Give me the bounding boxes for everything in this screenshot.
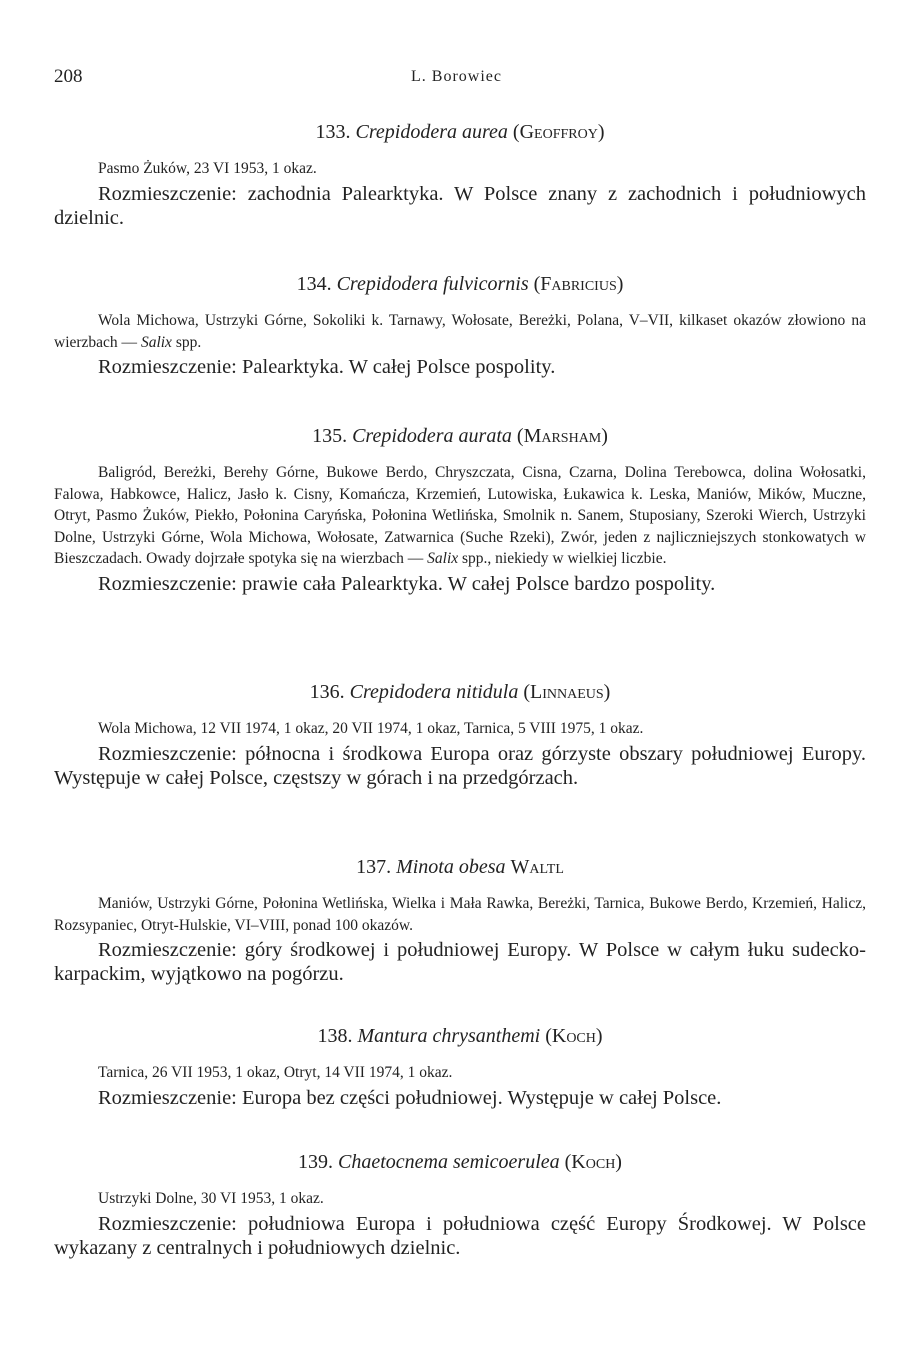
distribution-text: Rozmieszczenie: zachodnia Palearktyka. W Polsce znany z zachodnich i południowych dzielnic. [54, 182, 866, 229]
distribution-text: Rozmieszczenie: Palearktyka. W całej Polsce pospolity. [98, 356, 556, 378]
localities-body: Ustrzyki Dolne, 30 VI 1953, 1 okaz. [98, 1190, 324, 1207]
localities-body: Maniów, Ustrzyki Górne, Połonina Wetlińska, Wielka i Mała Rawka, Bereżki, Tarnica, Bukowe Berdo, Krzemień, Halicz, Rozsypaniec, Otryt-Hulskie, VI–VIII, ponad 100 okazów. [54, 895, 866, 934]
localities-text [54, 158, 866, 180]
species-heading [54, 1024, 866, 1048]
localities-body: Wola Michowa, Ustrzyki Górne, Sokoliki k. Tarnawy, Wołosate, Bereżki, Polana, V–VII, kilkaset okazów złowiono na wierzbach — [54, 312, 866, 351]
distribution-text: Rozmieszczenie: góry środkowej i południowej Europy. W Polsce w całym łuku sudecko-karpackim, wyjątkowo na pogórzu. [54, 939, 866, 985]
species-name: Minota obesa [396, 856, 506, 878]
page-number: 208 [54, 66, 83, 87]
species-author: (Koch) [564, 1151, 622, 1173]
localities-tail: spp., niekiedy w wielkiej liczbie. [462, 550, 667, 567]
species-entry [54, 1150, 866, 1260]
species-number: 134. [296, 273, 332, 295]
species-author: (Geoffroy) [512, 121, 605, 143]
species-heading [54, 272, 866, 296]
species-number: 135. [312, 425, 348, 447]
species-number: 137. [356, 856, 392, 878]
species-entry [54, 855, 866, 986]
species-number: 138. [317, 1025, 353, 1047]
distribution-text: Rozmieszczenie: północna i środkowa Europa oraz górzyste obszary południowej Europy. Występuje w całej Polsce, częstszy w górach i na przedgórzach. [54, 742, 866, 789]
species-author: (Linnaeus) [523, 681, 611, 703]
species-heading [54, 424, 866, 448]
localities-body: Pasmo Żuków, 23 VI 1953, 1 okaz. [98, 160, 317, 177]
species-number: 133. [315, 121, 351, 143]
species-entry [54, 424, 866, 596]
species-author: (Koch) [545, 1025, 603, 1047]
species-number: 139. [298, 1151, 334, 1173]
localities-taxon: Salix [427, 550, 459, 567]
localities-text [54, 462, 866, 570]
species-entry [54, 272, 866, 379]
species-name: Crepidodera fulvicornis [336, 273, 529, 295]
localities-text [54, 310, 866, 353]
running-head [0, 66, 913, 90]
species-author: (Marsham) [516, 425, 608, 447]
species-entry [54, 1024, 866, 1110]
distribution-text: Rozmieszczenie: południowa Europa i południowa część Europy Środkowej. W Polsce wykazany z centralnych i południowych dzielnic. [54, 1212, 866, 1259]
localities-body: Tarnica, 26 VII 1953, 1 okaz, Otryt, 14 VII 1974, 1 okaz. [98, 1064, 453, 1081]
species-name: Crepidodera aurea [355, 121, 508, 143]
species-author: Waltl [510, 856, 564, 878]
localities-body: Baligród, Bereżki, Berehy Górne, Bukowe Berdo, Chryszczata, Cisna, Czarna, Dolina Terebowca, dolina Wołosatki, Falowa, Habkowce, Halicz, Jasło k. Cisny, Komańcza, Krzemień, Lutowiska, Łukawica k. Leska, Maniów, Mików, Muczne, Otryt, Pasmo Żuków, Piekło, Połonina Caryńska, Połonina Wetlińska, Smolnik n. Sanem, Stuposiany, Szeroki Wierch, Ustrzyki Dolne, Ustrzyki Górne, Wola Michowa, Wołosate, Zatwarnica (Suche Rzeki), Zwór, jeden z najliczniejszych stonkowatych w Bieszczadach. Owady dojrzałe spotyka się na wierzbach — [54, 464, 866, 567]
localities-tail: spp. [175, 333, 202, 351]
species-heading [54, 855, 866, 879]
distribution-text: Rozmieszczenie: Europa bez części południowej. Występuje w całej Polsce. [98, 1086, 722, 1109]
species-heading [54, 120, 866, 144]
localities-body: Wola Michowa, 12 VII 1974, 1 okaz, 20 VII 1974, 1 okaz, Tarnica, 5 VIII 1975, 1 okaz. [98, 720, 644, 737]
species-heading [54, 680, 866, 704]
localities-text [54, 893, 866, 936]
species-entry [54, 680, 866, 790]
species-name: Chaetocnema semicoerulea [338, 1151, 560, 1173]
localities-text [54, 718, 866, 740]
localities-taxon: Salix [140, 333, 172, 351]
species-heading [54, 1150, 866, 1174]
distribution-text: Rozmieszczenie: prawie cała Palearktyka. W całej Polsce bardzo pospolity. [98, 572, 716, 595]
species-name: Mantura chrysanthemi [357, 1025, 541, 1047]
localities-text [54, 1188, 866, 1210]
species-author: (Fabricius) [533, 273, 624, 295]
species-number: 136. [309, 681, 345, 703]
species-name: Crepidodera aurata [352, 425, 512, 447]
running-head-author: L. Borowiec [411, 68, 502, 85]
localities-text [54, 1062, 866, 1084]
species-name: Crepidodera nitidula [349, 681, 519, 703]
species-entry [54, 120, 866, 230]
